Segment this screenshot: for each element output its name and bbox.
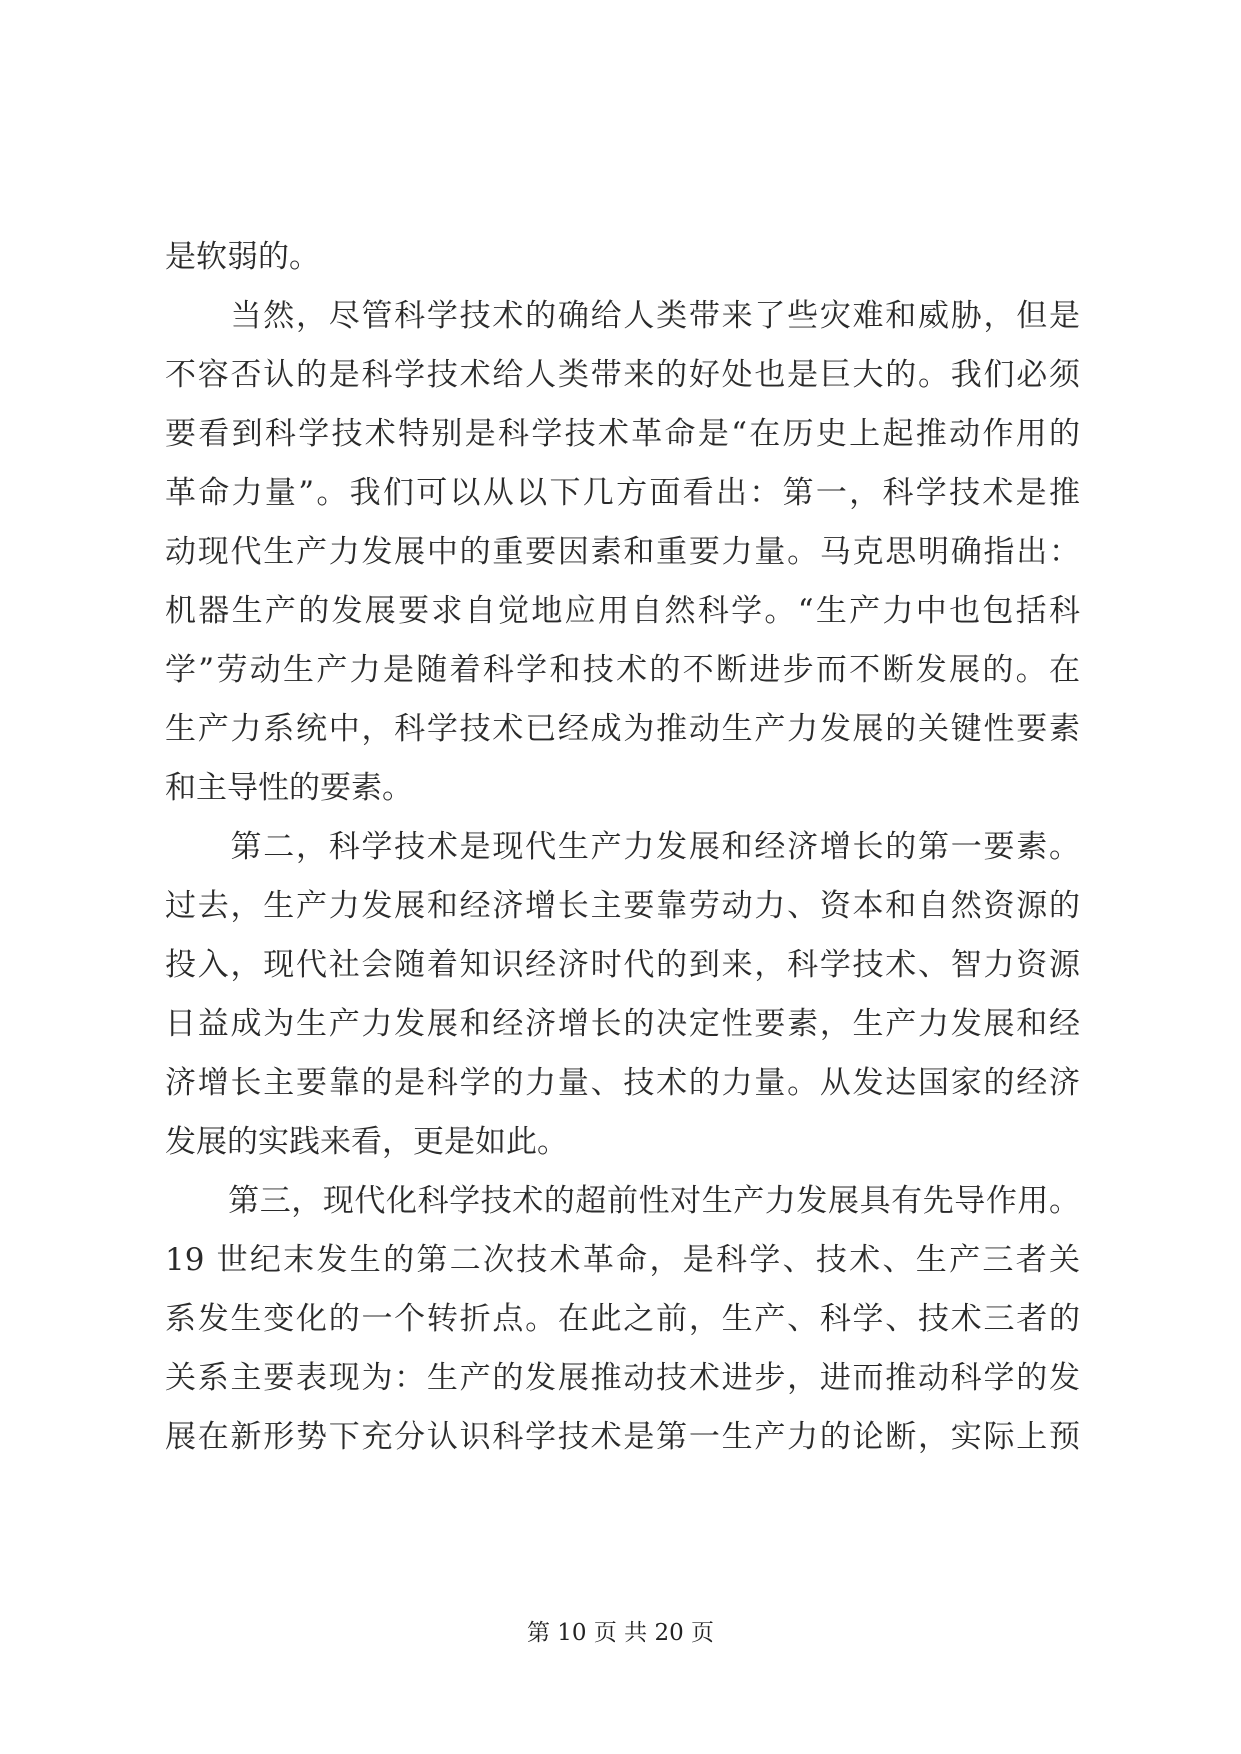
text-line: 革命力量”。我们可以从以下几方面看出：第一，科学技术是推 [165,475,1080,511]
text-line: 第三，现代化科学技术的超前性对生产力发展具有先导作用。 [165,1183,1080,1219]
text-line: 19 世纪末发生的第二次技术革命，是科学、技术、生产三者关 [165,1242,1080,1278]
text-line: 过去，生产力发展和经济增长主要靠劳动力、资本和自然资源的 [165,888,1080,924]
text-line: 系发生变化的一个转折点。在此之前，生产、科学、技术三者的 [165,1301,1080,1337]
body-text [165,228,1080,1467]
text-line: 动现代生产力发展中的重要因素和重要力量。马克思明确指出： [165,534,1080,570]
text-line: 生产力系统中，科学技术已经成为推动生产力发展的关键性要素 [165,711,1080,747]
text-line: 发展的实践来看，更是如此。 [165,1124,568,1160]
text-line: 是软弱的。 [165,239,320,275]
page-footer: 第 10 页 共 20 页 [526,1620,715,1646]
text-line: 关系主要表现为：生产的发展推动技术进步，进而推动科学的发 [165,1360,1080,1396]
text-line: 投入，现代社会随着知识经济时代的到来，科学技术、智力资源 [165,947,1080,983]
text-line: 不容否认的是科学技术给人类带来的好处也是巨大的。我们必须 [165,357,1080,393]
text-line: 和主导性的要素。 [165,770,413,806]
text-line: 学”劳动生产力是随着科学和技术的不断进步而不断发展的。在 [165,652,1080,688]
text-line: 济增长主要靠的是科学的力量、技术的力量。从发达国家的经济 [165,1065,1080,1101]
text-line: 机器生产的发展要求自觉地应用自然科学。“生产力中也包括科 [165,593,1080,629]
text-line: 要看到科学技术特别是科学技术革命是“在历史上起推动作用的 [165,416,1080,452]
text-line: 日益成为生产力发展和经济增长的决定性要素，生产力发展和经 [165,1006,1080,1042]
text-line: 第二，科学技术是现代生产力发展和经济增长的第一要素。 [165,829,1080,865]
text-line: 展在新形势下充分认识科学技术是第一生产力的论断，实际上预 [165,1419,1080,1455]
text-line: 当然，尽管科学技术的确给人类带来了些灾难和威胁，但是 [165,298,1080,334]
